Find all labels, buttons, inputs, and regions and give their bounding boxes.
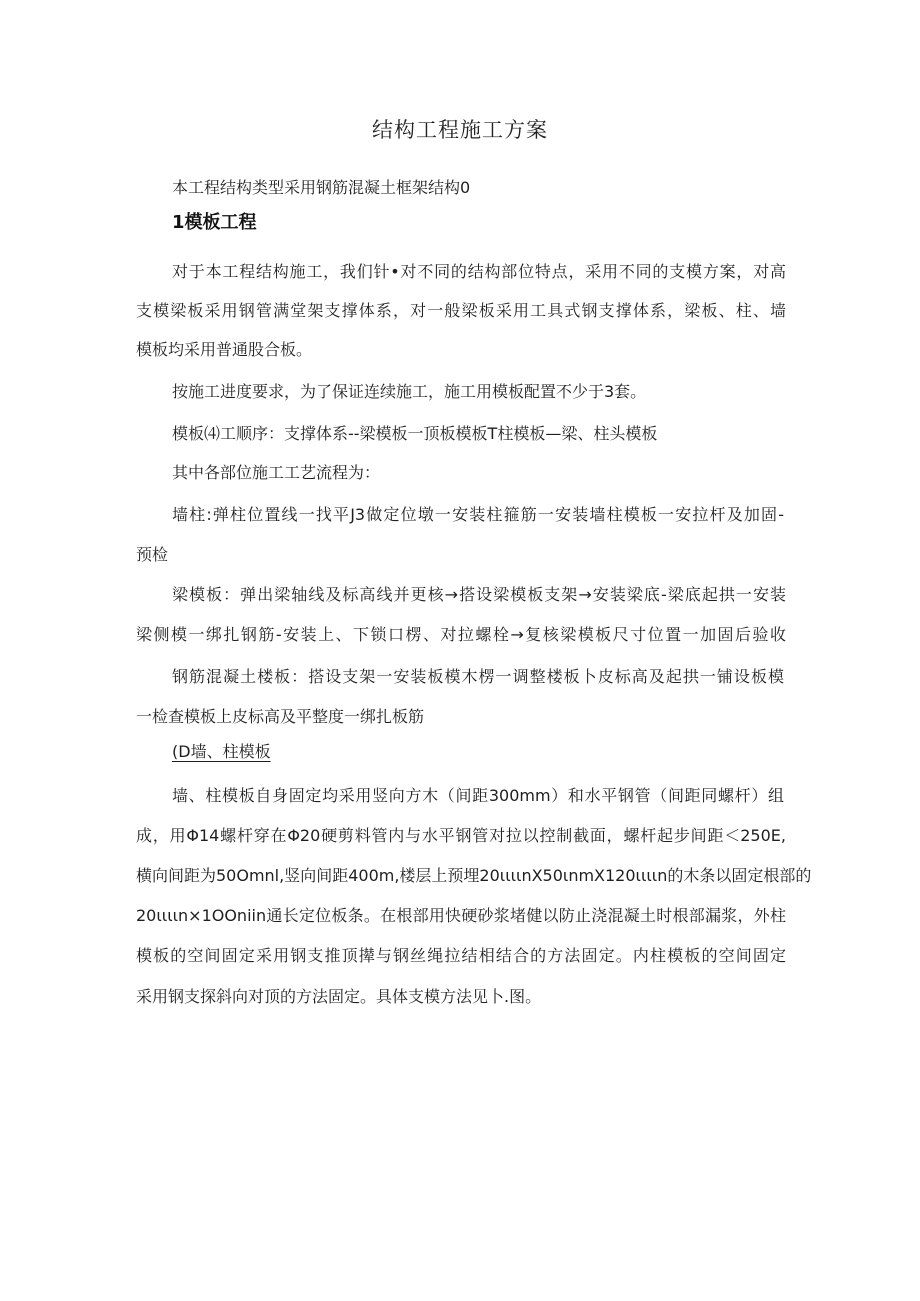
- section-heading: 1模板工程: [172, 212, 257, 233]
- paragraph-line: 梁侧模一绑扎钢筋-安装上、下锁口楞、对拉螺栓→复核梁模板尺寸位置一加固后验收: [136, 625, 786, 644]
- intro-text: 本工程结构类型采用钢筋混凝土框架结构0: [172, 178, 471, 197]
- paragraph-line: 按施工进度要求，为了保证连续施工，施工用模板配置不少于3套。: [172, 382, 647, 401]
- paragraph-line: 预检: [136, 545, 169, 564]
- paragraph-line: 模板的空间固定采用钢支推顶撵与钢丝绳拉结相结合的方法固定。内柱模板的空间固定: [136, 946, 786, 965]
- document-title: 结构工程施工方案: [372, 118, 548, 142]
- paragraph-line: 模板均采用普通股合板。: [136, 340, 313, 359]
- paragraph-line: 采用钢支探斜向对顶的方法固定。具体支模方法见卜.图。: [136, 987, 542, 1006]
- paragraph-line: 对于本工程结构施工，我们针•对不同的结构部位特点，采用不同的支模方案，对高: [172, 262, 786, 281]
- paragraph-line: 横向间距为50Omnl,竖向间距400m,楼层上预埋20ιιιιnX50ιnmX120ιιιιn的木条以固定根部的: [136, 866, 812, 885]
- paragraph-line: 钢筋混凝土楼板：搭设支架一安装板模木楞一调整楼板卜皮标高及起拱一铺设板模: [172, 667, 784, 686]
- paragraph-line: 墙柱:弹柱位置线一找平J3做定位墩一安装柱箍筋一安装墙柱模板一安拉杆及加固-: [172, 505, 784, 524]
- paragraph-line: 支模梁板采用钢管满堂架支撑体系，对一般梁板采用工具式钢支撑体系，梁板、柱、墙: [136, 301, 786, 320]
- paragraph-line: 梁模板：弹出梁轴线及标高线并更核→搭设梁模板支架→安装梁底-梁底起拱一安装: [172, 585, 786, 604]
- paragraph-line: 其中各部位施工工艺流程为：: [172, 463, 381, 482]
- paragraph-line: 20ιιιιn×1OOniin通长定位板条。在根部用快硬砂浆堵健以防止浇混凝土时根部漏浆，外柱: [136, 906, 786, 925]
- paragraph-line: 模板⑷工顺序：支撑体系--梁模板一顶板模板T柱模板—梁、柱头模板: [172, 424, 658, 443]
- paragraph-line: 成，用Φ14螺杆穿在Φ20硬剪料管内与水平钢管对拉以控制截面，螺杆起步间距＜250E,: [136, 826, 786, 845]
- paragraph-line: 一检查模板上皮标高及平整度一绑扎板筋: [136, 707, 425, 726]
- sub-heading: (D墙、柱模板: [172, 742, 271, 761]
- paragraph-line: 墙、柱模板自身固定均采用竖向方木（间距300mm）和水平钢管（间距同螺杆）组: [172, 786, 784, 805]
